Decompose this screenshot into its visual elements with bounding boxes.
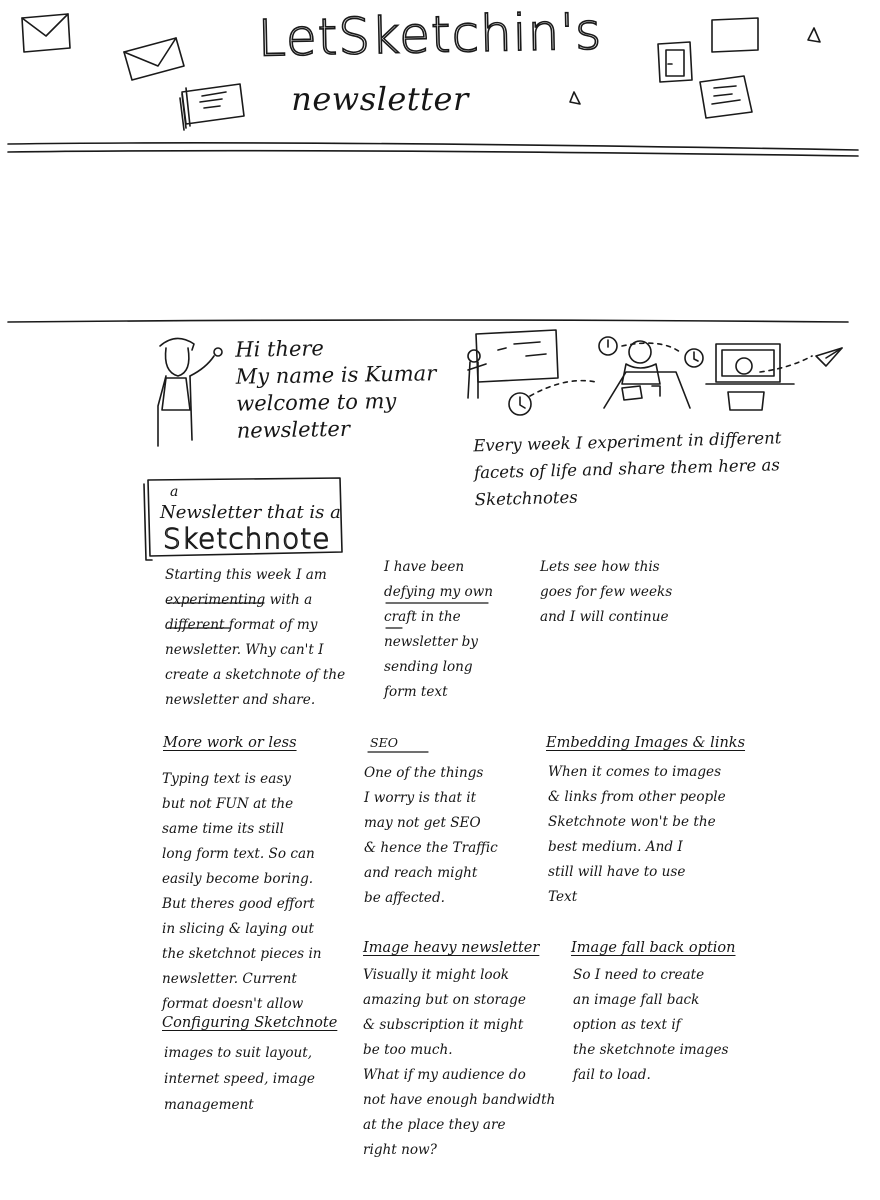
- envelope-icon: [124, 38, 184, 80]
- section-body-configuring: images to suit layout, internet speed, image management: [164, 1045, 315, 1113]
- newsletter-subtitle: newsletter: [291, 80, 469, 118]
- section-body-more-work: Typing text is easy but not FUN at the same time its still long form text. So can easily become boring. But theres good effort in slicing & laying out the sketchnot pieces in newsletter. Current format doesn't allow: [162, 771, 322, 1012]
- section-heading-embedding: Embedding Images & links: [546, 735, 746, 751]
- section-heading-seo: SEO: [370, 735, 398, 750]
- intro-description: Every week I experiment in different facets of life and share them here as Sketchnotes: [473, 428, 782, 510]
- section-heading-configuring: Configuring Sketchnote: [162, 1015, 338, 1031]
- paper-plane-icon: [816, 348, 842, 366]
- section-body-fallback: So I need to create an image fall back option as text if the sketchnote images fail to load.: [573, 967, 729, 1083]
- envelope-icon: [712, 18, 758, 52]
- stick-figure-icon: [158, 338, 222, 446]
- feature-box-highlight: Sketchnote: [163, 522, 331, 555]
- header-rule-bottom: [8, 151, 858, 156]
- feature-box-article: a: [170, 484, 179, 500]
- envelope-icon: [22, 14, 70, 52]
- section-heading-image-heavy: Image heavy newsletter: [363, 940, 540, 956]
- section-body-seo: One of the things I worry is that it may not get SEO & hence the Traffic and reach might be affected.: [364, 765, 498, 906]
- section-divider: [8, 320, 848, 322]
- header-rule-top: [8, 143, 858, 150]
- clock-icon: [685, 349, 703, 367]
- intro-column-3: Lets see how this goes for few weeks and I will continue: [540, 559, 673, 625]
- paper-plane-icon: [808, 28, 820, 42]
- section-body-embedding: When it comes to images & links from other people Sketchnote won't be the best medium. And I still will have to use Text: [548, 764, 726, 905]
- newsletter-title: LetSketchin's: [257, 2, 603, 68]
- clock-icon: [599, 337, 617, 355]
- laptop-icon: [706, 344, 794, 410]
- paper-plane-icon: [570, 92, 580, 104]
- journey-path: [530, 343, 812, 396]
- section-heading-more-work: More work or less: [163, 735, 297, 751]
- feature-box-line: Newsletter that is a: [160, 502, 341, 523]
- intro-column-2: I have been defying my own craft in the newsletter by sending long form text: [384, 559, 494, 700]
- clock-icon: [509, 393, 531, 415]
- greeting-text: Hi there My name is Kumar welcome to my newsletter: [235, 336, 437, 443]
- intro-column-1: Starting this week I am experimenting with a different format of my newsletter. Why can't I create a sketchnote of the newsletter and share.: [165, 567, 346, 708]
- whiteboard-icon: [468, 330, 558, 398]
- section-body-image-heavy: Visually it might look amazing but on storage & subscription it might be too much. What if my audience do not have enough bandwidth at the place they are right now?: [363, 967, 556, 1158]
- envelope-stack-icon: [180, 84, 244, 130]
- door-icon: [658, 42, 692, 82]
- section-heading-fallback: Image fall back option: [571, 940, 736, 956]
- letter-icon: [700, 76, 752, 118]
